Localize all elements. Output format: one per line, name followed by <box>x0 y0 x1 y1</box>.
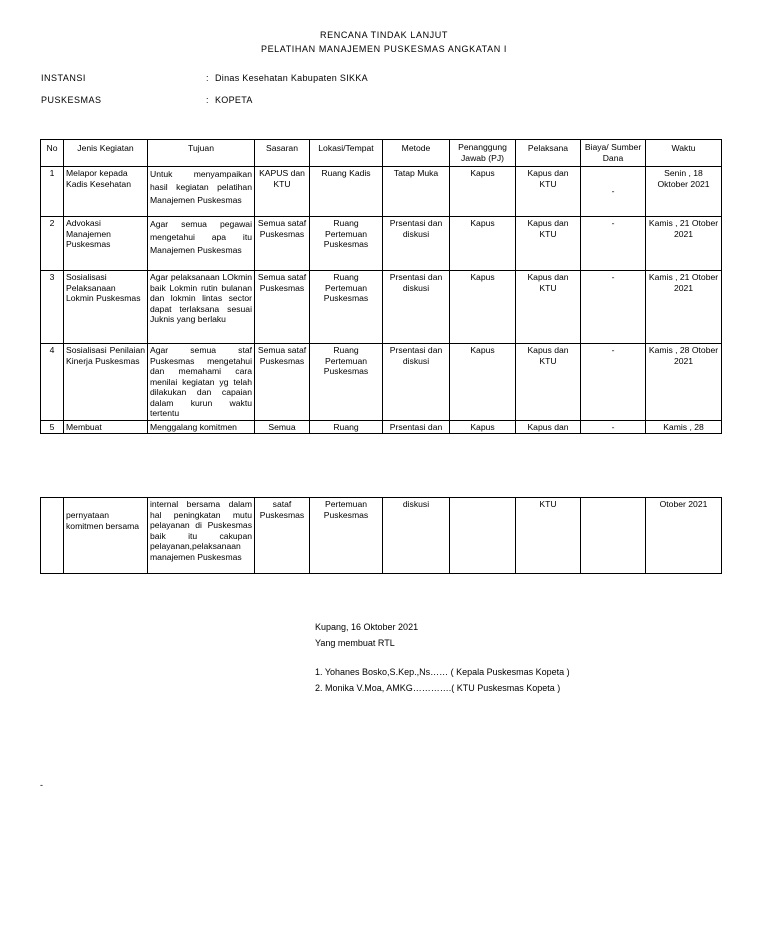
cell-lokasi: Ruang <box>310 420 383 434</box>
cell-lokasi: Ruang Pertemuan Puskesmas <box>310 344 383 421</box>
cell-pj: Kapus <box>450 420 516 434</box>
table-row <box>41 344 722 421</box>
cell-biaya: - <box>581 271 646 344</box>
cell-lokasi: Ruang Pertemuan Puskesmas <box>310 217 383 271</box>
puskesmas-value: KOPETA <box>215 95 253 105</box>
cell-metode: Prsentasi dan <box>383 420 450 434</box>
instansi-label: INSTANSI <box>41 73 86 83</box>
cell-metode: Prsentasi dan diskusi <box>383 344 450 421</box>
table-header-row <box>41 140 722 167</box>
instansi-value: Dinas Kesehatan Kabupaten SIKKA <box>215 73 368 83</box>
cell-waktu: Kamis , 28 <box>646 420 722 434</box>
cell-sasaran: KAPUS dan KTU <box>255 167 310 217</box>
cell-pj: Kapus <box>450 271 516 344</box>
cell-waktu: Otober 2021 <box>646 498 722 574</box>
table-row <box>41 167 722 217</box>
cell-sasaran: Semua <box>255 420 310 434</box>
cell-pelaksana: Kapus dan KTU <box>516 217 581 271</box>
col-header-penanggung-jawab: Penanggung Jawab (PJ) <box>450 140 516 167</box>
cell-no: 2 <box>41 217 64 271</box>
col-header-tujuan: Tujuan <box>148 140 255 167</box>
cell-pelaksana: Kapus dan <box>516 420 581 434</box>
col-header-lokasi: Lokasi/Tempat <box>310 140 383 167</box>
cell-metode: Prsentasi dan diskusi <box>383 271 450 344</box>
signer-1: 1. Yohanes Bosko,S.Kep.,Ns…… ( Kepala Puskesmas Kopeta ) <box>315 667 570 677</box>
cell-metode: Prsentasi dan diskusi <box>383 217 450 271</box>
cell-biaya: - <box>581 217 646 271</box>
cell-pj: Kapus <box>450 217 516 271</box>
table-row <box>41 271 722 344</box>
cell-jenis-kegiatan: Sosialisasi Penilaian Kinerja Puskesmas <box>64 344 148 421</box>
cell-pelaksana: Kapus dan KTU <box>516 271 581 344</box>
cell-sasaran: sataf Puskesmas <box>255 498 310 574</box>
cell-tujuan: Agar pelaksanaan LOkmin baik Lokmin rutin bulanan dan lokmin lintas sector dapat terlaksana sesuai Juknis yang berlaku <box>148 271 255 344</box>
cell-waktu: Kamis , 21 Otober 2021 <box>646 217 722 271</box>
cell-lokasi: Pertemuan Puskesmas <box>310 498 383 574</box>
col-header-no: No <box>41 140 64 167</box>
cell-waktu: Kamis , 28 Otober 2021 <box>646 344 722 421</box>
cell-tujuan: internal bersama dalam hal peningkatan mutu pelayanan di Puskesmas baik itu cakupan pelayanan,pelaksanaan manajemen Puskesmas <box>148 498 255 574</box>
cell-jenis-kegiatan: Melapor kepada Kadis Kesehatan <box>64 167 148 217</box>
instansi-colon: : <box>206 73 209 83</box>
cell-biaya: - <box>581 167 646 217</box>
cell-no: 4 <box>41 344 64 421</box>
document-subtitle: PELATIHAN MANAJEMEN PUSKESMAS ANGKATAN I <box>260 44 508 54</box>
footer-mark: - <box>40 780 43 790</box>
cell-no: 1 <box>41 167 64 217</box>
cell-tujuan: Untuk menyampaikan hasil kegiatan pelatihan Manajemen Puskesmas <box>148 167 255 217</box>
document-title: RENCANA TINDAK LANJUT <box>320 30 448 40</box>
table-row <box>41 217 722 271</box>
cell-pelaksana: Kapus dan KTU <box>516 344 581 421</box>
col-header-sasaran: Sasaran <box>255 140 310 167</box>
cell-tujuan: Agar semua staf Puskesmas mengetahui dan memahami cara menilai kegiatan yg telah dilakukan dan capaian dalam kurun waktu tertentu <box>148 344 255 421</box>
cell-waktu: Kamis , 21 Otober 2021 <box>646 271 722 344</box>
cell-no <box>41 498 64 574</box>
puskesmas-label: PUSKESMAS <box>41 95 102 105</box>
cell-sasaran: Semua sataf Puskesmas <box>255 217 310 271</box>
cell-pj <box>450 498 516 574</box>
cell-pelaksana: Kapus dan KTU <box>516 167 581 217</box>
col-header-metode: Metode <box>383 140 450 167</box>
cell-biaya <box>581 498 646 574</box>
table-row <box>41 420 722 434</box>
cell-tujuan: Agar semua pegawai mengetahui apa itu Manajemen Puskesmas <box>148 217 255 271</box>
rtl-table <box>40 139 722 434</box>
cell-biaya: - <box>581 420 646 434</box>
cell-tujuan: Menggalang komitmen <box>148 420 255 434</box>
col-header-biaya: Biaya/ Sumber Dana <box>581 140 646 167</box>
made-by-label: Yang membuat RTL <box>315 638 395 648</box>
cell-metode: Tatap Muka <box>383 167 450 217</box>
signer-2: 2. Monika V.Moa, AMKG………….( KTU Puskesmas Kopeta ) <box>315 683 561 693</box>
rtl-table-continuation <box>40 497 722 574</box>
col-header-jenis-kegiatan: Jenis Kegiatan <box>64 140 148 167</box>
cell-sasaran: Semua sataf Puskesmas <box>255 344 310 421</box>
cell-pelaksana: KTU <box>516 498 581 574</box>
cell-jenis-kegiatan: Membuat <box>64 420 148 434</box>
table-row-continued <box>41 498 722 574</box>
col-header-waktu: Waktu <box>646 140 722 167</box>
cell-jenis-kegiatan: Advokasi Manajemen Puskesmas <box>64 217 148 271</box>
cell-pj: Kapus <box>450 167 516 217</box>
cell-no: 5 <box>41 420 64 434</box>
cell-lokasi: Ruang Pertemuan Puskesmas <box>310 271 383 344</box>
cell-jenis-kegiatan: pernyataan komitmen bersama <box>64 498 148 574</box>
puskesmas-colon: : <box>206 95 209 105</box>
cell-waktu: Senin , 18 Oktober 2021 <box>646 167 722 217</box>
cell-pj: Kapus <box>450 344 516 421</box>
cell-jenis-kegiatan: Sosialisasi Pelaksanaan Lokmin Puskesmas <box>64 271 148 344</box>
cell-biaya: - <box>581 344 646 421</box>
cell-no: 3 <box>41 271 64 344</box>
cell-metode: diskusi <box>383 498 450 574</box>
cell-lokasi: Ruang Kadis <box>310 167 383 217</box>
col-header-pelaksana: Pelaksana <box>516 140 581 167</box>
cell-sasaran: Semua sataf Puskesmas <box>255 271 310 344</box>
place-date: Kupang, 16 Oktober 2021 <box>315 622 419 632</box>
